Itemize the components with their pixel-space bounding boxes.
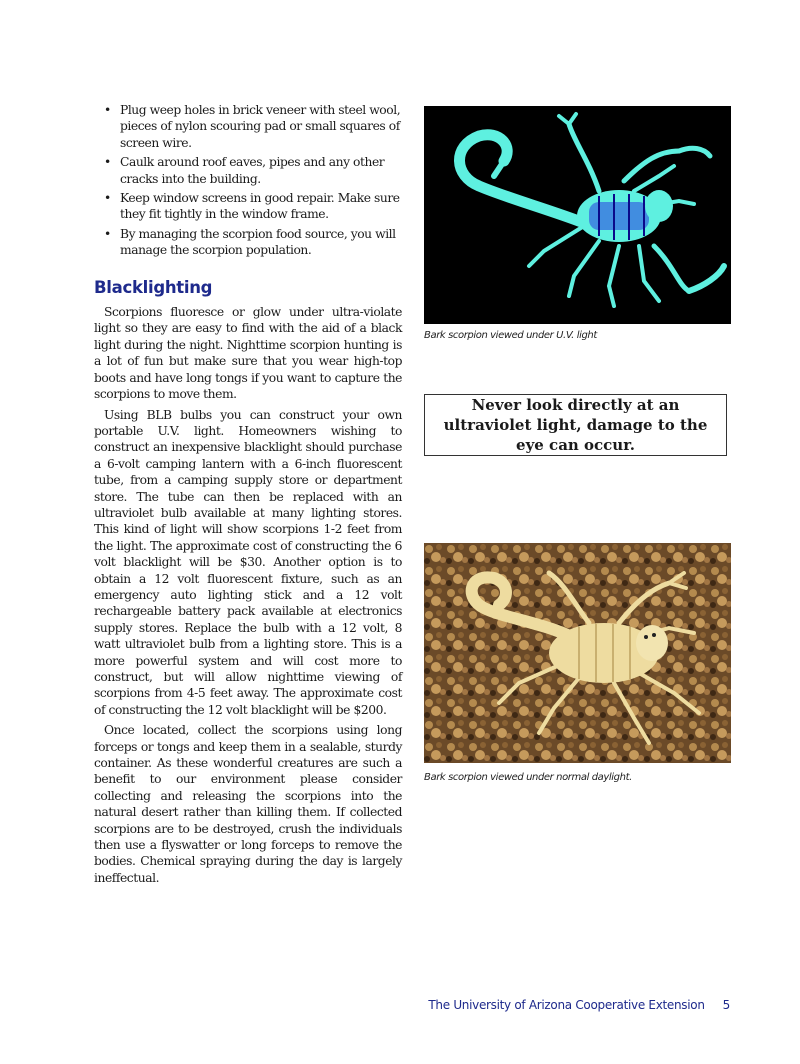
daylight-photo-caption: Bark scorpion viewed under normal daylight. bbox=[424, 772, 632, 783]
uv-scorpion-photo bbox=[424, 106, 731, 324]
daylight-figure bbox=[424, 543, 731, 783]
daylight-scorpion-photo bbox=[424, 543, 731, 763]
section-heading: Blacklighting bbox=[94, 277, 213, 297]
bullet-item: • Keep window screens in good repair. Make sure they fit tightly in the window frame. bbox=[94, 190, 402, 223]
bullet-item: • Caulk around roof eaves, pipes and any other cracks into the building. bbox=[94, 154, 402, 187]
body-paragraph: Once located, collect the scorpions using long forceps or tongs and keep them in a sealable, sturdy container. As these wonderful creatures are such a benefit to our environment please consider collecting and releasing the scorpions into the natural desert rather than killing them. If collected scorpions are to be destroyed, crush the individuals then use a flyswatter or long forceps to remove the bodies. Chemical spraying during the day is largely ineffectual. bbox=[94, 723, 402, 885]
warning-box bbox=[424, 394, 727, 456]
prevention-bullet-list bbox=[94, 102, 402, 259]
body-paragraph: Scorpions fluoresce or glow under ultra-violate light so they are easy to find with the aid of a black light during the night. Nighttime scorpion hunting is a lot of fun but make sure that you wear high-top boots and have long tongs if you want to capture the scorpions to move them. bbox=[94, 305, 402, 402]
bullet-item: • Plug weep holes in brick veneer with steel wool, pieces of nylon scouring pad or small squares of screen wire. bbox=[94, 102, 402, 151]
main-text-column bbox=[94, 102, 402, 890]
footer-organization: The University of Arizona Cooperative Extension bbox=[428, 998, 705, 1012]
uv-photo-caption: Bark scorpion viewed under U.V. light bbox=[424, 330, 597, 341]
page-footer bbox=[420, 998, 730, 1012]
bullet-item: • By managing the scorpion food source, you will manage the scorpion population. bbox=[94, 226, 402, 259]
page-number: 5 bbox=[722, 998, 730, 1012]
body-paragraph: Using BLB bulbs you can construct your own portable U.V. light. Homeowners wishing to construct an inexpensive blacklight should purchase a 6-volt camping lantern with a 6-inch fluorescent tube, from a camping supply store or department store. The tube can then be replaced with an ultraviolet bulb available at many lighting stores. This kind of light will show scorpions 1-2 feet from the light. The approximate cost of constructing the 6 volt blacklight will be $30. Another option is to obtain a 12 volt fluorescent fixture, such as an emergency auto lighting stick and a 12 volt rechargeable battery pack available at electronics supply stores. Replace the bulb with a 12 volt, 8 watt ultraviolet bulb from a lighting store. This is a more powerful system and will cost more to construct, but will allow nighttime viewing of scorpions from 4-5 feet away. The approximate cost of constructing the 12 volt blacklight will be $200. bbox=[94, 407, 402, 717]
warning-text: Never look directly at an ultraviolet light, damage to the eye can occur. bbox=[443, 396, 708, 454]
uv-figure bbox=[424, 106, 731, 341]
